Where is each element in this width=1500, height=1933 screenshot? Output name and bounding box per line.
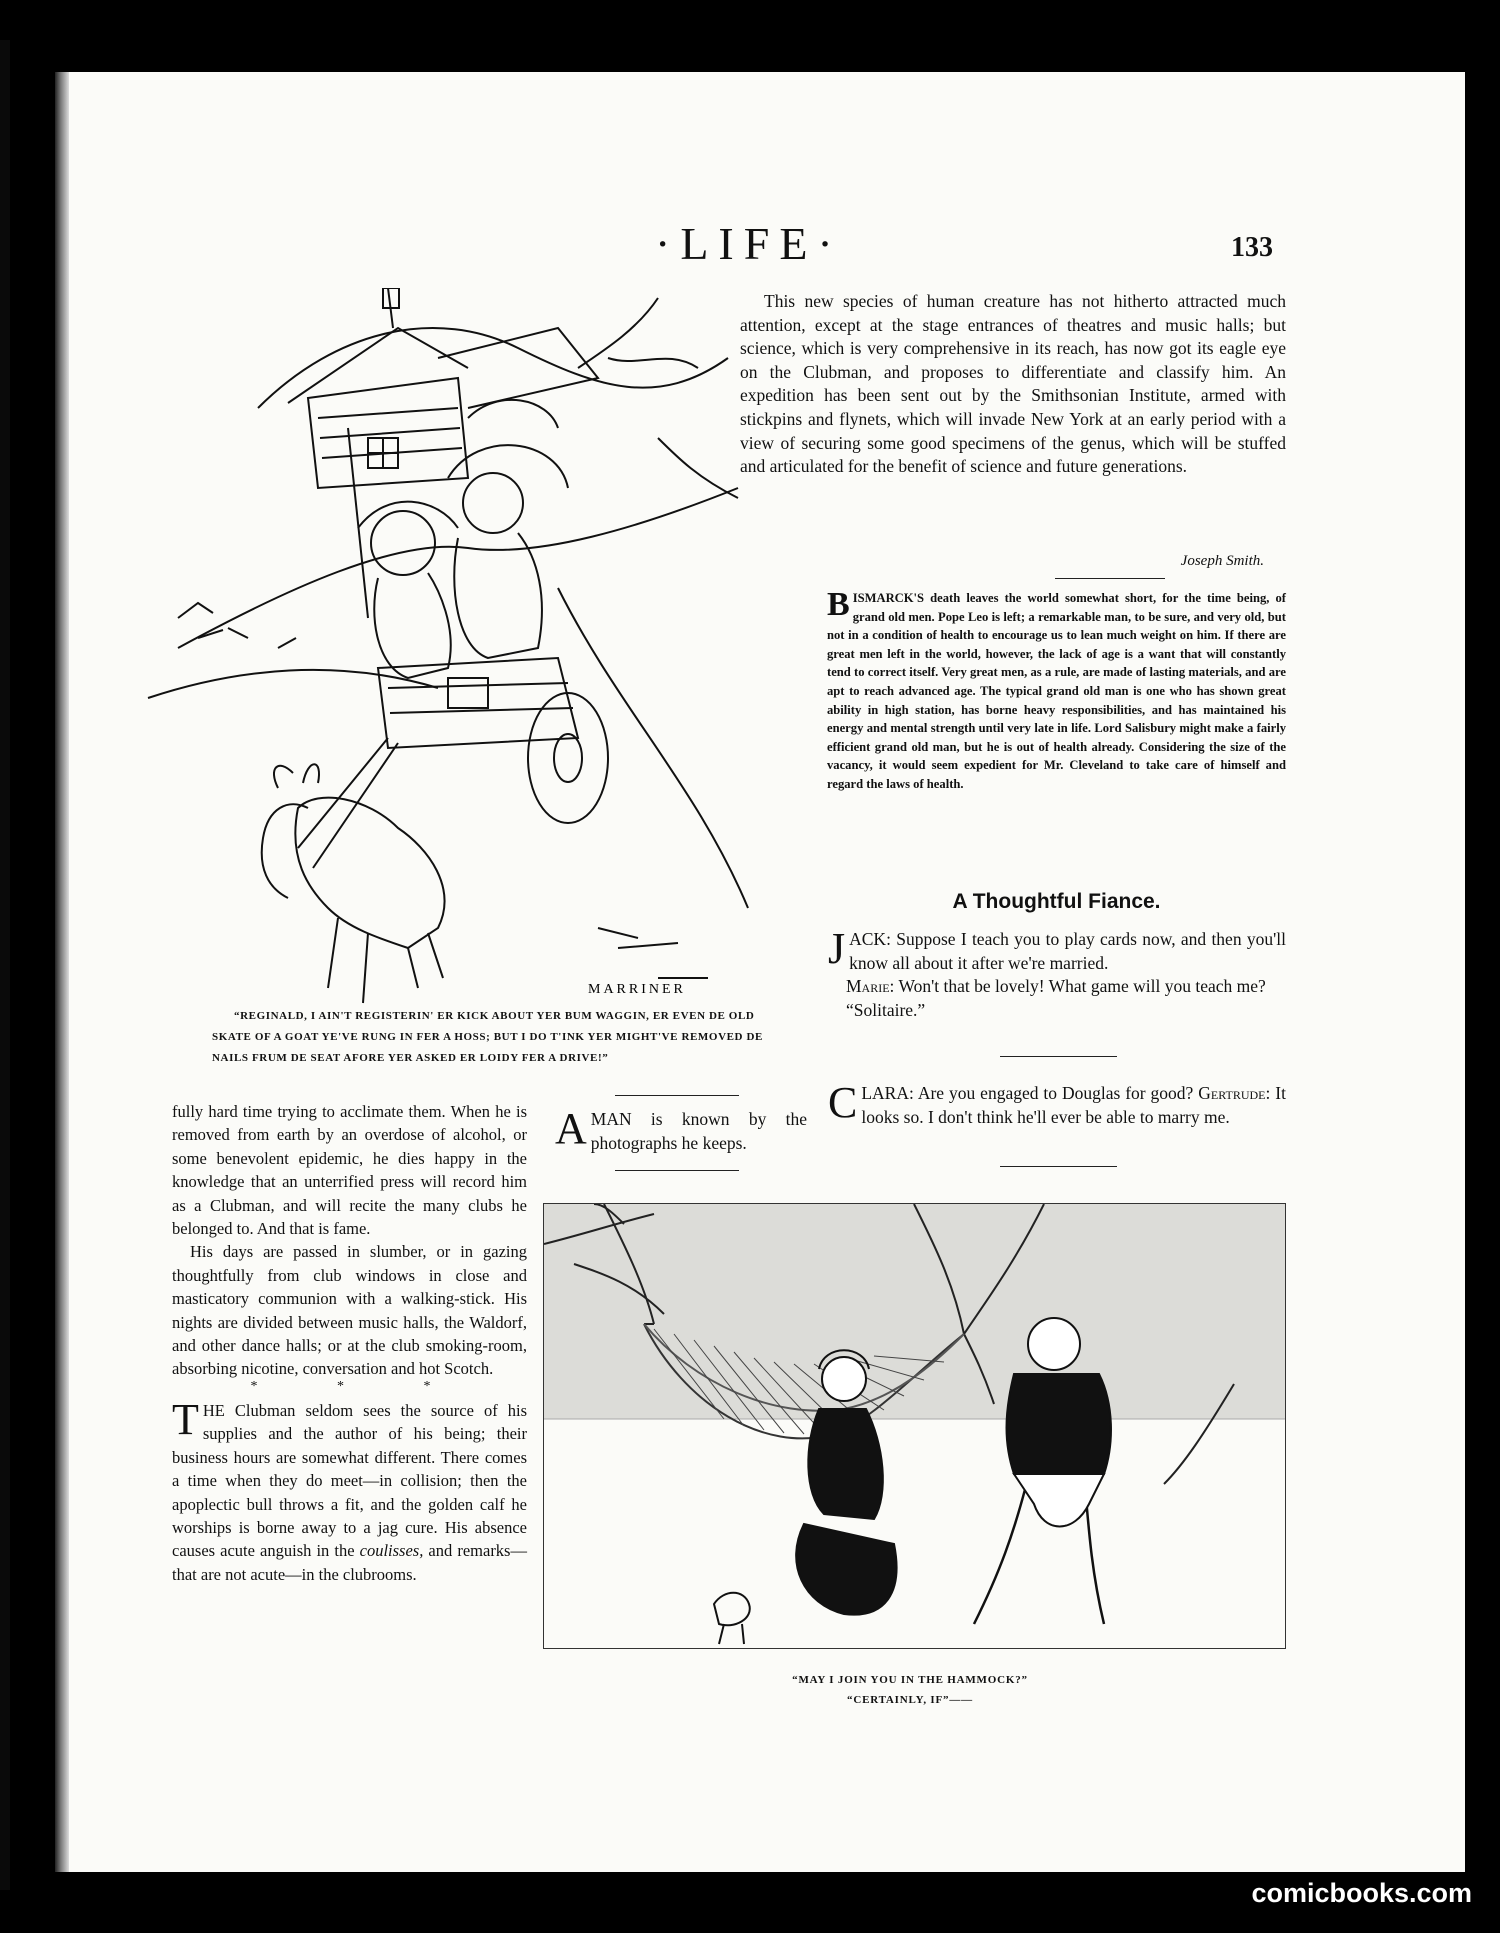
divider-rule [1000,1166,1117,1167]
gertrude-line: It looks so. I don't think he'll ever be able to marry me. [861,1083,1286,1127]
clubman-continued [172,1100,527,1586]
marie-speaker: Marie: [846,976,895,997]
left-paragraph-2: His days are passed in slumber, or in gazing thoughtfully from club windows in close and masticatory communion with a walking-stick. His nights are divided between music halls, the Waldorf, and other dance halls; or at the club smoking-room, absorbing nicotine, conversation and hot Scotch. [172,1242,527,1379]
goat-cart-cartoon [138,288,758,1010]
watermark: comicbooks.com [1251,1878,1472,1908]
hammock-caption-line-2: “CERTAINLY, IF”—— [847,1694,973,1706]
cartoonist-signature: MARRINER [588,982,686,997]
page-binding-shadow [55,72,69,1872]
section-stars: * * * [250,1378,469,1394]
left-paragraph-3a: HE Clubman seldom sees the source of his supplies and the author of his being; their business hours are somewhat different. There comes a time when they do meet—in collision; then the apoplectic bull throws a fit, and the golden calf he worships is borne away to a jag cure. His absence causes acute anguish in the [172,1400,527,1561]
divider-rule [1000,1056,1117,1057]
fiance-title: A Thoughtful Fiance. [952,890,1161,913]
left-paragraph-1: fully hard time trying to acclimate them. When he is removed from earth by an overdose of alcohol, or some benevolent epidemic, he dies happy in the knowledge that an unterrified press will record him as a Clubman, and will recite the many clubs he belonged to. And that is fame. [172,1102,527,1239]
fiance-dropcap: J [828,924,846,973]
author-signature: Joseph Smith. [1180,553,1264,569]
bismarck-paragraph [827,586,1286,794]
clubman-dropcap: T [172,1394,199,1444]
page-number: 133 [1231,232,1273,263]
cartoon-caption: “REGINALD, I AIN'T REGISTERIN' ER KICK ABOUT YER BUM WAGGIN, ER EVEN DE OLD SKATE OF A GOAT YE'VE RUNG IN FER A HOSS; BUT I DO T'INK YER MIGHT'VE REMOVED DE NAILS FRUM DE SEAT AFORE YER ASKED ER LOIDY FER A DRIVE!” [212,1010,763,1064]
man-note [555,1104,807,1155]
clubman-text: This new species of human creature has not hitherto attracted much attention, except at the stage entrances of theatres and music halls; but science, which is very comprehensive in its reach, has now got its eagle eye on the Clubman, and proposes to differentiate and classify him. An expedition has been sent out by the Smithsonian Institute, armed with stickpins and flynets, which will invade New York at an early period with a view of securing some good specimens of the genus, which will be stuffed and articulated for the benefit of science and future generations. [740,291,1286,477]
clubman-paragraph [740,290,1286,479]
divider-rule [1055,578,1165,579]
marie-line: Won't that be lovely! What game will you teach me? [894,976,1266,997]
divider-rule [615,1095,739,1096]
coulisses-italic: coulisses, [359,1541,424,1561]
man-dropcap: A [555,1104,587,1153]
hammock-caption [760,1670,1060,1710]
clara-dialogue [828,1078,1286,1129]
bismarck-dropcap: B [827,586,850,623]
hammock-caption-line-1: “MAY I JOIN YOU IN THE HAMMOCK?” [792,1674,1028,1686]
divider-rule [615,1170,739,1171]
bismarck-text: ISMARCK'S death leaves the world somewhat short, for the time being, of grand old men. Pope Leo is left; a remarkable man, to be sure, and very old, but not in a condition of health to encourage us to lean much weight on him. If there are great men left in the world, however, the lack of age is a want that will constantly tend to correct itself. Very great men, as a rule, are made of lasting materials, and are apt to reach advanced age. The typical grand old man is one who has shown great ability in high station, has borne heavy responsibilities, and has maintained his energy and mental strength until very late in life. Lord Salisbury might make a fairly efficient grand old man, but he is out of health already. Considering the size of the vacancy, it would seem expedient for Mr. Cleveland to take care of himself and regard the laws of health. [827,591,1286,791]
hammock-illustration [544,1204,1285,1648]
left-paragraph-3b: and remarks—that are not acute—in the clubrooms. [172,1541,527,1584]
goat-cart-illustration [138,288,758,1010]
gertrude-speaker: Gertrude: [1198,1083,1271,1103]
hammock-cartoon [543,1203,1286,1649]
clara-line: LARA: Are you engaged to Douglas for good? [861,1083,1194,1103]
clara-dropcap: C [828,1078,858,1127]
book-spine [0,40,10,1890]
masthead: ·LIFE· [655,218,843,269]
man-text: MAN is known by the photographs he keeps. [590,1109,807,1153]
fiance-dialogue [828,924,1286,1022]
jack-line: ACK: Suppose I teach you to play cards now, and then you'll know all about it after we're married. [849,929,1286,973]
solitaire-reply: “Solitaire.” [846,999,926,1020]
